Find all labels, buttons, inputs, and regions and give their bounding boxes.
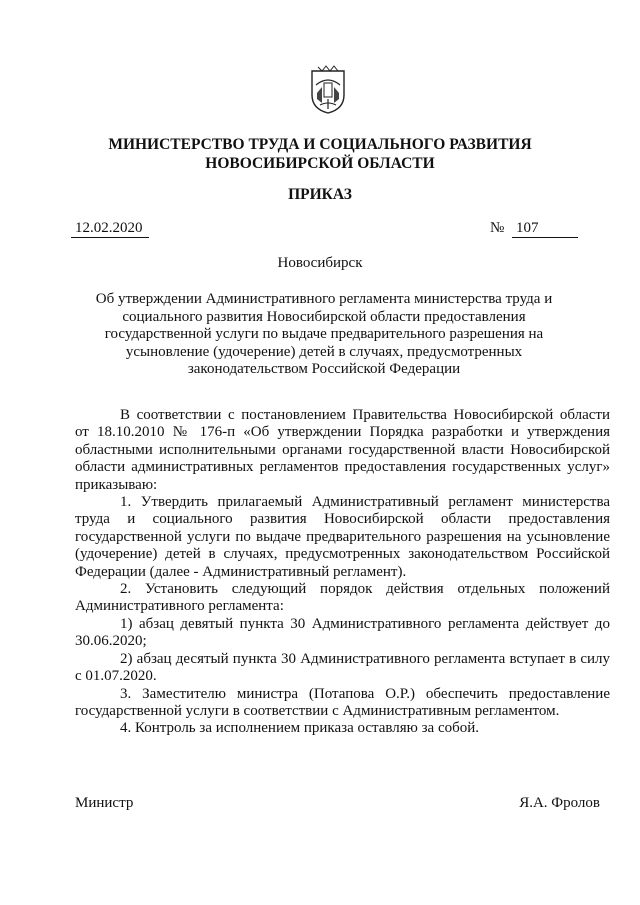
novosibirsk-coat-of-arms-icon <box>308 65 348 115</box>
order-number-label: № <box>490 220 505 236</box>
paragraph-item-2: 2. Установить следующий порядок действия отдельных положений Административного регламента: <box>75 581 610 615</box>
order-body <box>75 407 610 738</box>
ministry-name-line2: НОВОСИБИРСКОЙ ОБЛАСТИ <box>205 155 435 172</box>
paragraph-preamble: В соответствии с постановлением Правительства Новосибирской области от 18.10.2010 № 176-п «Об утверждении Порядка разработки и утверждения областными исполнительными органами государственной власти Новосибирской области административных регламентов предоставления государственных услуг» приказываю: <box>75 407 610 493</box>
order-number <box>512 220 578 238</box>
city: Новосибирск <box>277 255 363 271</box>
paragraph-subitem-1: 1) абзац девятый пункта 30 Административного регламента действует до 30.06.2020; <box>75 615 610 650</box>
order-date <box>71 220 149 238</box>
order-title: Об утверждении Административного регламента министерства труда и социального развития Новосибирской области предоставления государственной услуги по выдаче предварительного разрешения на усыновление (удочерение) детей в случаях, предусмотренных законодательством Российской Федерации <box>95 291 553 378</box>
ministry-name-line1: МИНИСТЕРСТВО ТРУДА И СОЦИАЛЬНОГО РАЗВИТИЯ <box>108 136 532 153</box>
order-date-value: 12.02.2020 <box>75 220 143 236</box>
paragraph-item-3: 3. Заместителю министра (Потапова О.Р.) обеспечить предоставление государственной услуги в соответствии с Административным регламентом. <box>75 685 610 719</box>
paragraph-item-4: 4. Контроль за исполнением приказа оставляю за собой. <box>120 720 480 737</box>
paragraph-item-1: 1. Утвердить прилагаемый Административный регламент министерства труда и социального развития Новосибирской области предоставления государственной услуги по выдаче предварительного разрешения на усыновление (удочерение) детей в случаях, предусмотренных законодательством Российской Федерации (далее - Административный регламент). <box>75 494 610 580</box>
signatory-position: Министр <box>75 795 134 811</box>
signatory-name: Я.А. Фролов <box>519 795 600 811</box>
order-number-value: 107 <box>516 220 539 236</box>
ministry-name <box>60 135 580 173</box>
document-type: ПРИКАЗ <box>288 186 352 203</box>
paragraph-subitem-2: 2) абзац десятый пункта 30 Административного регламента вступает в силу с 01.07.2020. <box>75 650 610 685</box>
